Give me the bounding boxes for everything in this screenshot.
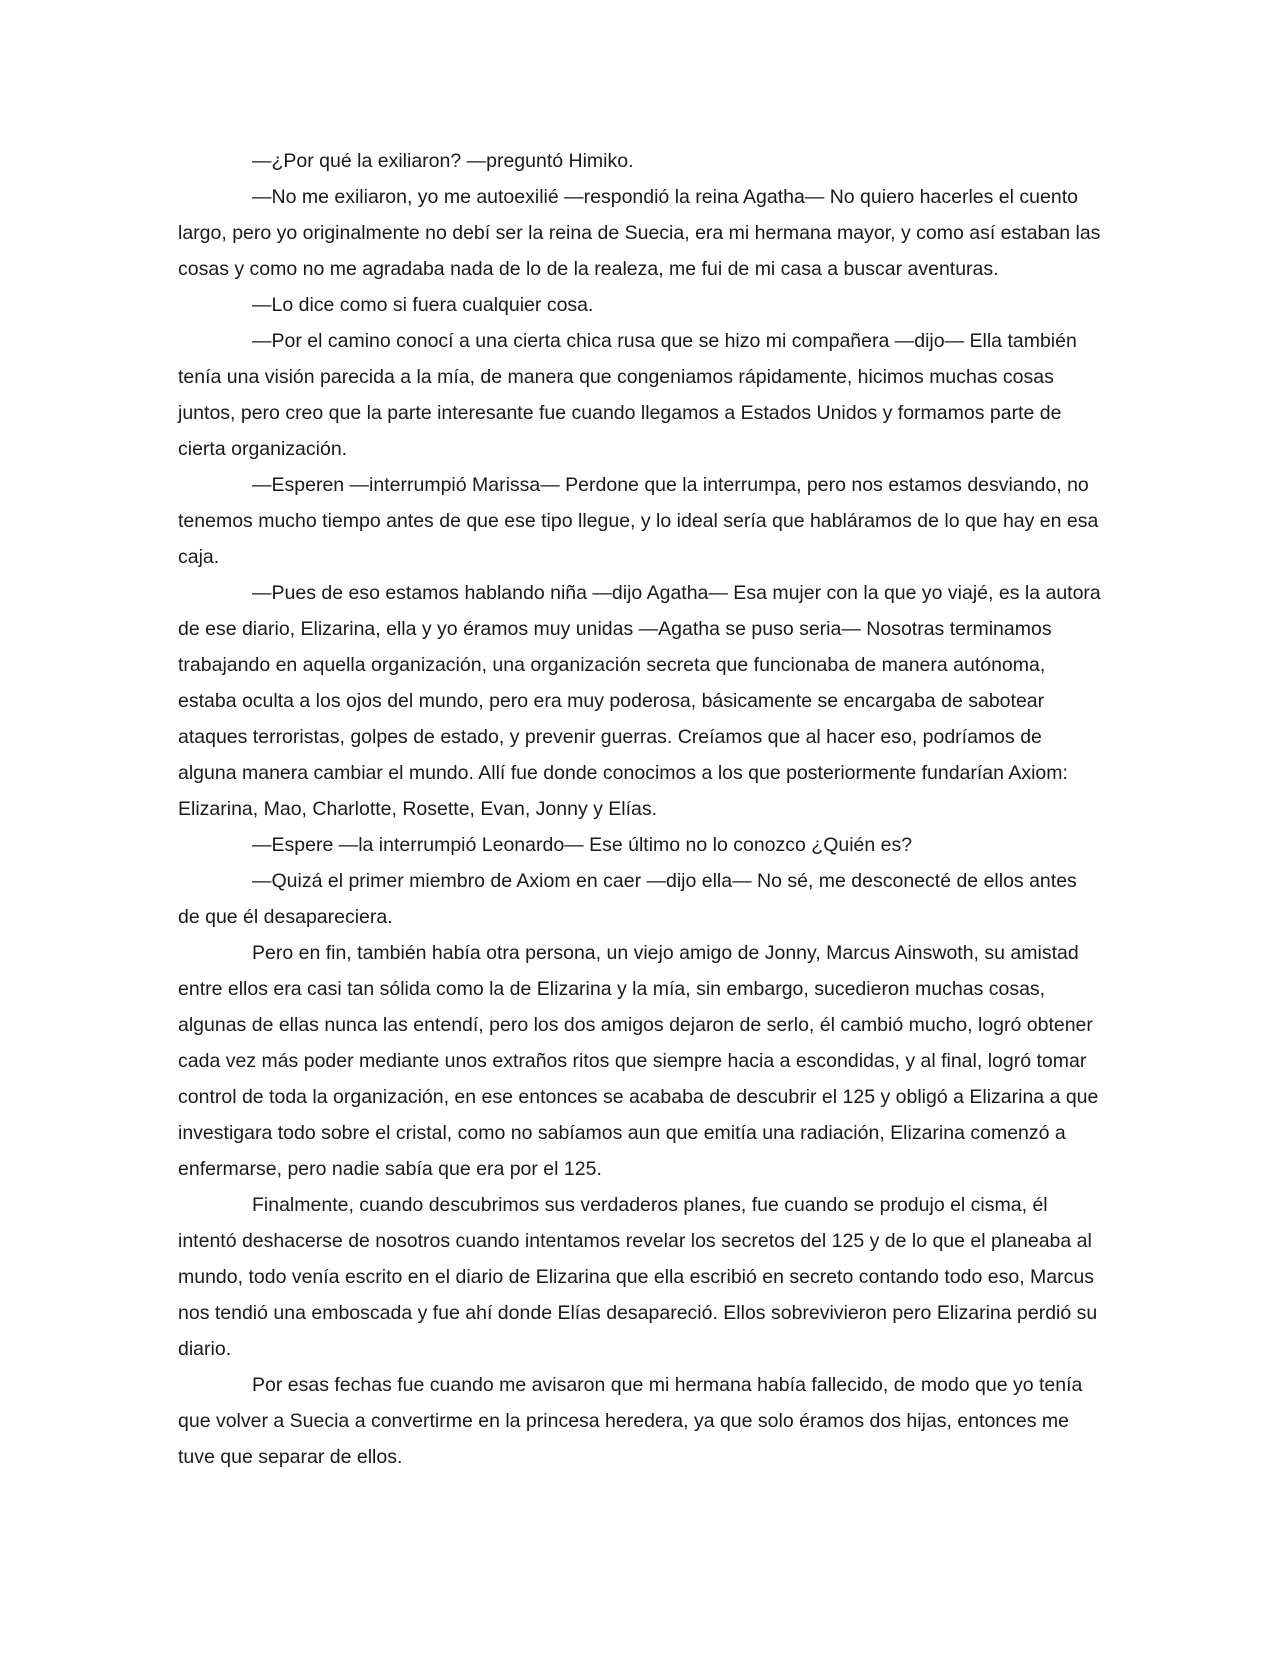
paragraph: Por esas fechas fue cuando me avisaron que mi hermana había fallecido, de modo que yo tenía que volver a Suecia a convertirme en la princesa heredera, ya que solo éramos dos hijas, entonces me tuve que separar de ellos. xyxy=(178,1374,1083,1468)
paragraph: —No me exiliaron, yo me autoexilié —respondió la reina Agatha— No quiero hacerles el cuento largo, pero yo originalmente no debí ser la reina de Suecia, era mi hermana mayor, y como así estaban las cosas y como no me agradaba nada de lo de la realeza, me fui de mi casa a buscar aventuras. xyxy=(178,186,1101,280)
paragraph: Pero en fin, también había otra persona, un viejo amigo de Jonny, Marcus Ainswoth, su amistad entre ellos era casi tan sólida como la de Elizarina y la mía, sin embargo, sucedieron muchas cosas, algunas de ellas nunca las entendí, pero los dos amigos dejaron de serlo, él cambió mucho, logró obtener cada vez más poder mediante unos extraños ritos que siempre hacia a escondidas, y al final, logró tomar control de toda la organización, en ese entonces se acababa de descubrir el 125 y obligó a Elizarina a que investigara todo sobre el cristal, como no sabíamos aun que emitía una radiación, Elizarina comenzó a enfermarse, pero nadie sabía que era por el 125. xyxy=(178,942,1099,1180)
paragraph: —Quizá el primer miembro de Axiom en caer —dijo ella— No sé, me desconecté de ellos antes de que él desapareciera. xyxy=(178,870,1077,928)
paragraph: —Lo dice como si fuera cualquier cosa. xyxy=(252,294,594,316)
paragraph: Finalmente, cuando descubrimos sus verdaderos planes, fue cuando se produjo el cisma, él intentó deshacerse de nosotros cuando intentamos revelar los secretos del 125 y de lo que el planeaba al mundo, todo venía escrito en el diario de Elizarina que ella escribió en secreto contando todo eso, Marcus nos tendió una emboscada y fue ahí donde Elías desapareció. Ellos sobrevivieron pero Elizarina perdió su diario. xyxy=(178,1194,1098,1360)
paragraph: —Por el camino conocí a una cierta chica rusa que se hizo mi compañera —dijo— Ella también tenía una visión parecida a la mía, de manera que congeniamos rápidamente, hicimos muchas cosas juntos, pero creo que la parte interesante fue cuando llegamos a Estados Unidos y formamos parte de cierta organización. xyxy=(178,330,1077,460)
body-text xyxy=(178,143,1103,1475)
paragraph: —Espere —la interrumpió Leonardo— Ese último no lo conozco ¿Quién es? xyxy=(252,834,913,856)
paragraph: —Pues de eso estamos hablando niña —dijo Agatha— Esa mujer con la que yo viajé, es la autora de ese diario, Elizarina, ella y yo éramos muy unidas —Agatha se puso seria— Nosotras terminamos trabajando en aquella organización, una organización secreta que funcionaba de manera autónoma, estaba oculta a los ojos del mundo, pero era muy poderosa, básicamente se encargaba de sabotear ataques terroristas, golpes de estado, y prevenir guerras. Creíamos que al hacer eso, podríamos de alguna manera cambiar el mundo. Allí fue donde conocimos a los que posteriormente fundarían Axiom: Elizarina, Mao, Charlotte, Rosette, Evan, Jonny y Elías. xyxy=(178,582,1101,820)
paragraph: —Esperen —interrumpió Marissa— Perdone que la interrumpa, pero nos estamos desviando, no tenemos mucho tiempo antes de que ese tipo llegue, y lo ideal sería que habláramos de lo que hay en esa caja. xyxy=(178,474,1099,568)
paragraph: —¿Por qué la exiliaron? —preguntó Himiko. xyxy=(252,150,634,172)
